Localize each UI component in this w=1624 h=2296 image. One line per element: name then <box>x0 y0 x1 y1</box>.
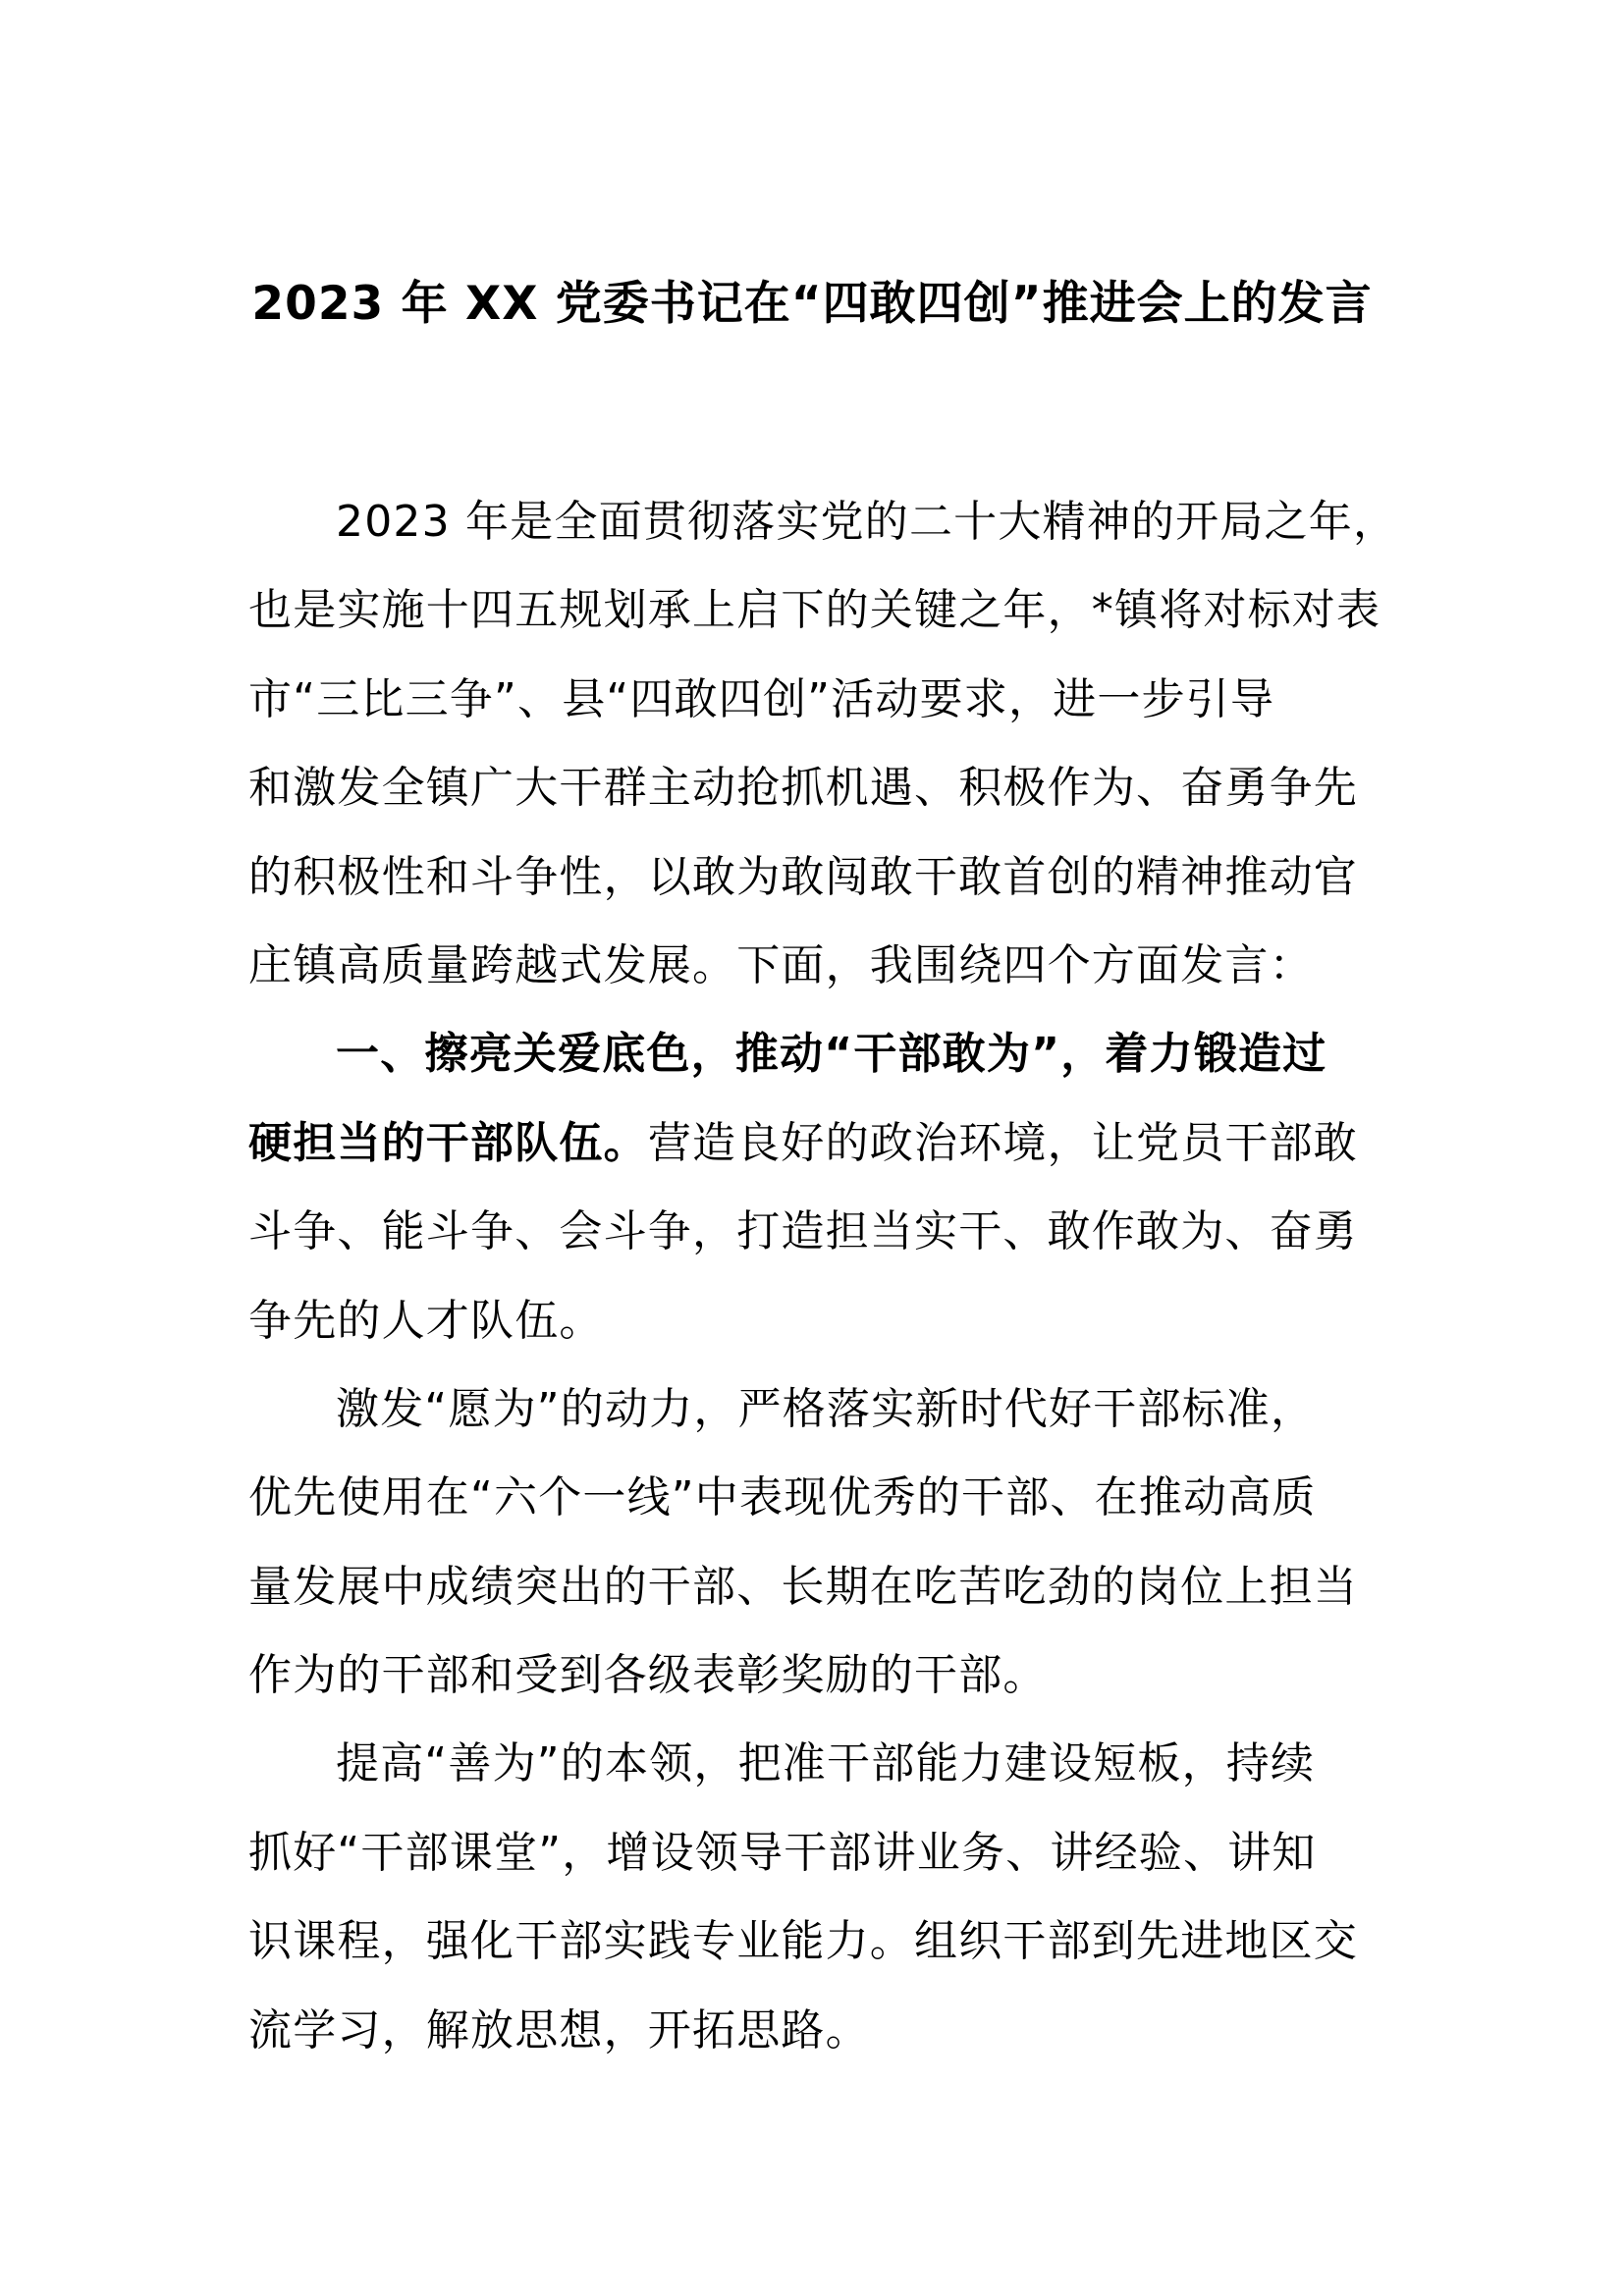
paragraph-line <box>248 1099 1389 1188</box>
paragraph-line: 争先的人才队伍。 <box>248 1295 604 1346</box>
section-heading-line: 一、擦亮关爱底色，推动“干部敢为”，着力锻造过 <box>336 1029 1327 1080</box>
paragraph-line: 也是实施十四五规划承上启下的关键之年，*镇将对标对表 <box>248 585 1381 636</box>
paragraph-line: 庄镇高质量跨越式发展。下面，我围绕四个方面发言： <box>248 939 1314 990</box>
document-title: 2023 年 XX 党委书记在“四敢四创”推进会上的发言 <box>251 277 1373 331</box>
paragraph-line: 激发“愿为”的动力，严格落实新时代好干部标准， <box>336 1383 1316 1434</box>
paragraph-line: 量发展中成绩突出的干部、长期在吃苦吃劲的岗位上担当 <box>248 1561 1358 1612</box>
paragraph-line: 斗争、能斗争、会斗争，打造担当实干、敢作敢为、奋勇 <box>248 1206 1358 1257</box>
paragraph-line: 提高“善为”的本领，把准干部能力建设短板，持续 <box>336 1738 1316 1789</box>
paragraph-line: 抓好“干部课堂”，增设领导干部讲业务、讲经验、讲知 <box>248 1827 1317 1878</box>
document-body <box>248 478 1398 2075</box>
paragraph-line: 流学习，解放思想，开拓思路。 <box>248 2004 870 2056</box>
section-heading-end: 硬担当的干部队伍。 <box>248 1117 648 1168</box>
paragraph-line: 市“三比三争”、县“四敢四创”活动要求，进一步引导 <box>248 673 1275 724</box>
paragraph-line: 的积极性和斗争性，以敢为敢闯敢干敢首创的精神推动官 <box>248 851 1358 902</box>
paragraph-line: 优先使用在“六个一线”中表现优秀的干部、在推动高质 <box>248 1472 1317 1523</box>
paragraph-line: 作为的干部和受到各级表彰奖励的干部。 <box>248 1650 1048 1701</box>
paragraph-line: 和激发全镇广大干群主动抢抓机遇、积极作为、奋勇争先 <box>248 763 1358 814</box>
paragraph-line: 2023 年是全面贯彻落实党的二十大精神的开局之年， <box>336 497 1398 547</box>
paragraph-line-text: 营造良好的政治环境，让党员干部敢 <box>647 1117 1359 1168</box>
paragraph-line: 识课程，强化干部实践专业能力。组织干部到先进地区交 <box>248 1916 1358 1967</box>
